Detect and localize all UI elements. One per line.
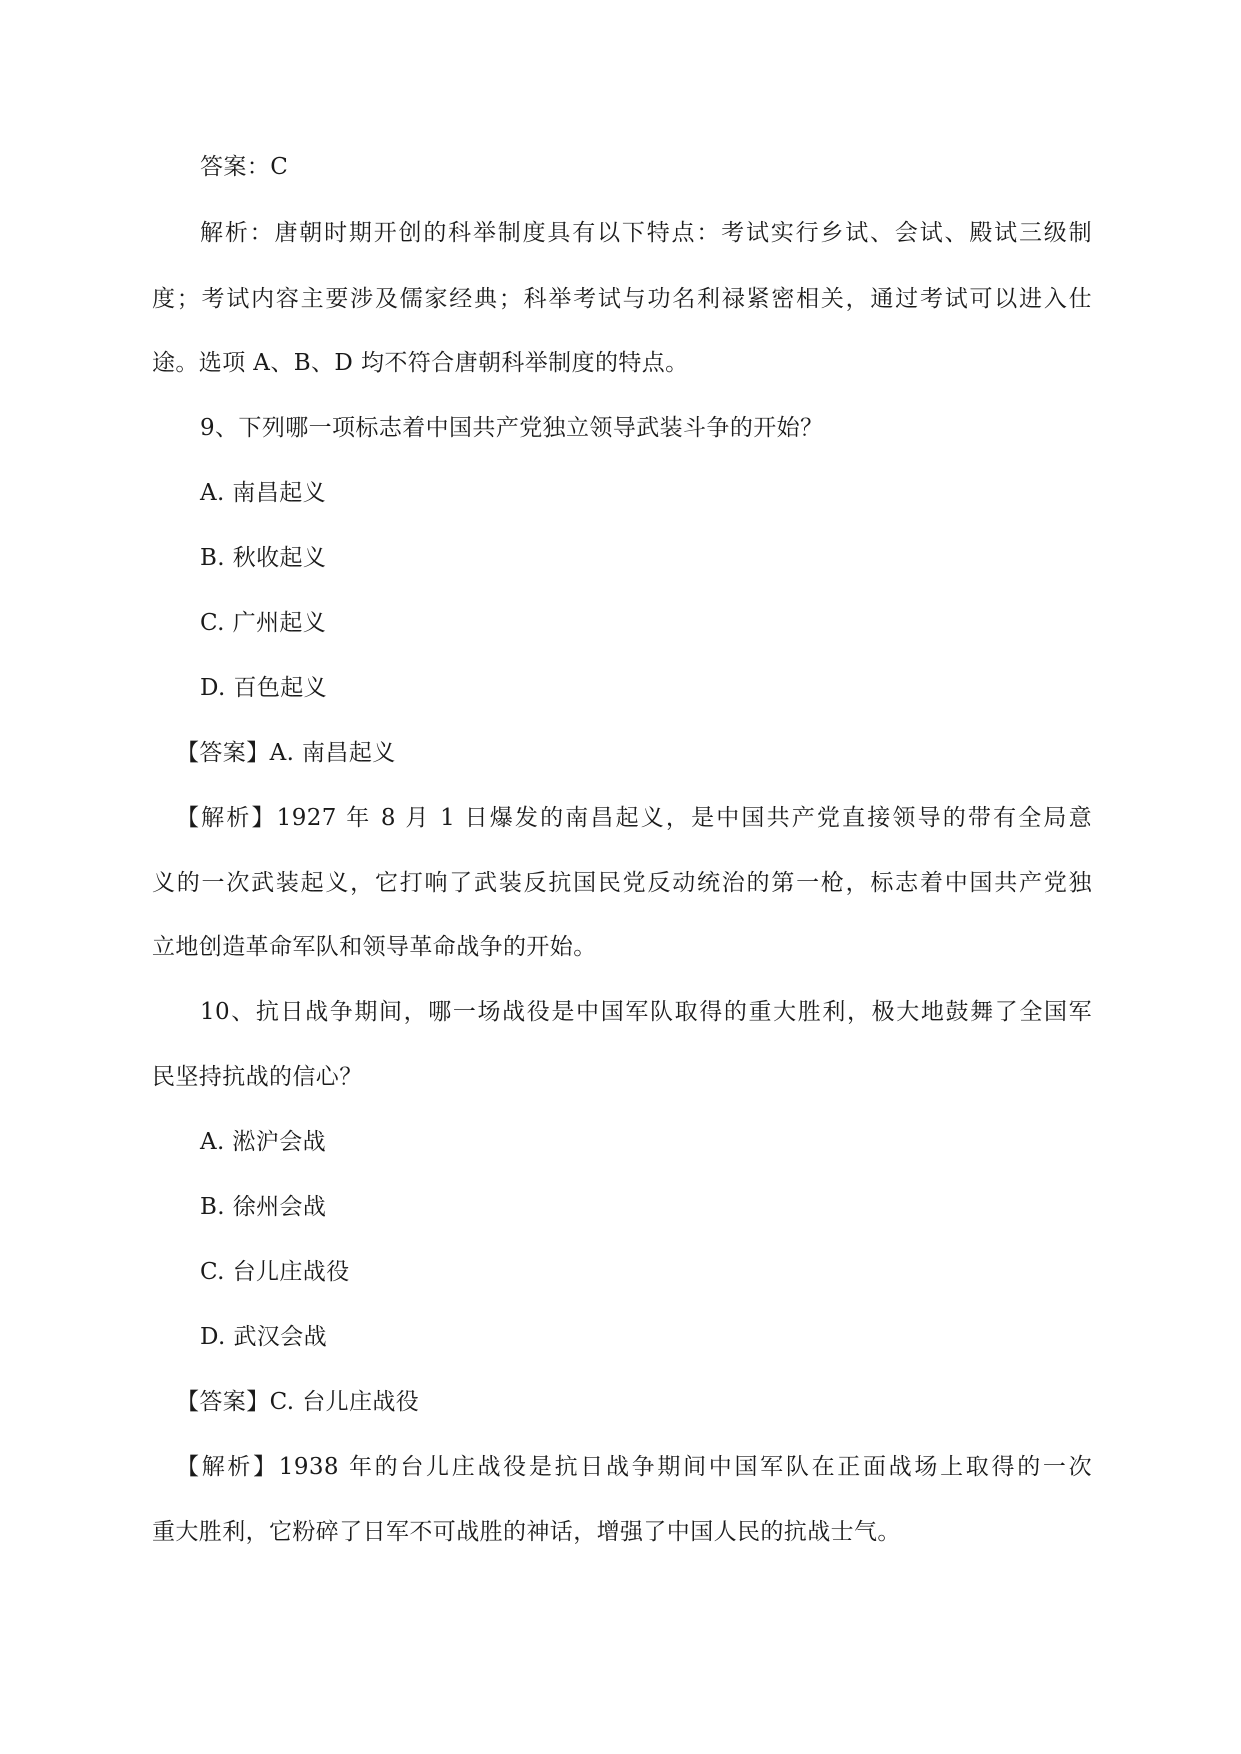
q10-question-line-1: 10、抗日战争期间，哪一场战役是中国军队取得的重大胜利，极大地鼓舞了全国军 [200, 999, 1092, 1025]
q9-option-b: B. 秋收起义 [200, 545, 327, 571]
q9-analysis-line-2: 义的一次武装起义，它打响了武装反抗国民党反动统治的第一枪，标志着中国共产党独 [152, 870, 1092, 896]
q9-option-a: A. 南昌起义 [200, 480, 327, 506]
q9-option-c: C. 广州起义 [200, 610, 327, 636]
q8-answer: 答案：C [200, 154, 289, 180]
q10-option-a: A. 淞沪会战 [200, 1129, 327, 1155]
q10-option-c: C. 台儿庄战役 [200, 1259, 350, 1285]
q8-analysis-line-1: 解析：唐朝时期开创的科举制度具有以下特点：考试实行乡试、会试、殿试三级制 [200, 220, 1092, 246]
q9-analysis-line-1: 【解析】1927 年 8 月 1 日爆发的南昌起义，是中国共产党直接领导的带有全局意 [176, 805, 1092, 831]
q8-analysis-line-3: 途。选项 A、B、D 均不符合唐朝科举制度的特点。 [152, 350, 689, 376]
q9-option-d: D. 百色起义 [200, 675, 328, 701]
q8-analysis-line-2: 度；考试内容主要涉及儒家经典；科举考试与功名利禄紧密相关，通过考试可以进入仕 [152, 286, 1092, 312]
q10-analysis-line-1: 【解析】1938 年的台儿庄战役是抗日战争期间中国军队在正面战场上取得的一次 [176, 1454, 1092, 1480]
q9-analysis-line-3: 立地创造革命军队和领导革命战争的开始。 [152, 934, 597, 960]
q10-answer: 【答案】C. 台儿庄战役 [176, 1389, 420, 1415]
q10-option-d: D. 武汉会战 [200, 1324, 328, 1350]
q10-option-b: B. 徐州会战 [200, 1194, 327, 1220]
q10-analysis-line-2: 重大胜利，它粉碎了日军不可战胜的神话，增强了中国人民的抗战士气。 [152, 1519, 901, 1545]
q9-question: 9、下列哪一项标志着中国共产党独立领导武装斗争的开始？ [200, 415, 824, 441]
q10-question-line-2: 民坚持抗战的信心？ [152, 1064, 363, 1090]
q9-answer: 【答案】A. 南昌起义 [176, 740, 396, 766]
